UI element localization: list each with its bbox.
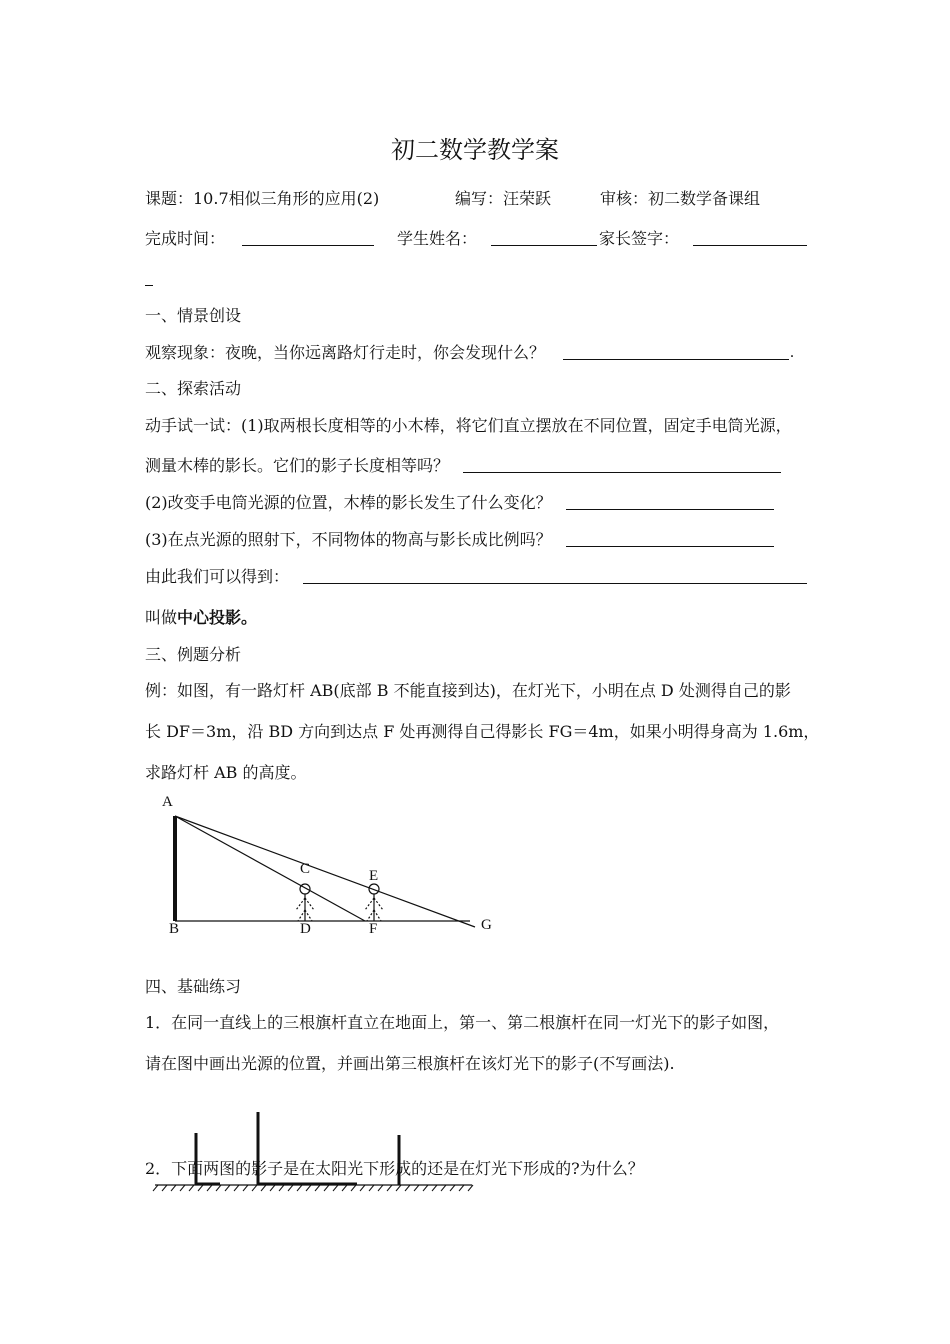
lesson-author: 编写：汪荣跃 <box>455 189 552 208</box>
activity-q1-line2: 测量木棒的影长。它们的影子长度相等吗？ <box>145 456 450 475</box>
example-line-2: 长 DF＝3m，沿 BD 方向到达点 F 处再测得自己得影长 FG＝4m，如果小明得身高为 1.6m， <box>145 722 820 741</box>
observe-period: . <box>790 344 794 361</box>
practice-1-line1: 1．在同一直线上的三根旗杆直立在地面上，第一、第二根旗杆在同一灯光下的影子如图， <box>145 1013 780 1032</box>
label-D: D <box>300 921 311 937</box>
light-ray-AG <box>175 816 475 927</box>
ground-hatching <box>153 1185 473 1191</box>
central-projection-term: 中心投影。 <box>177 608 258 627</box>
label-F: F <box>369 921 378 937</box>
parent-sign-label: 家长签字： <box>599 229 680 248</box>
observe-question: 观察现象：夜晚，当你远离路灯行走时，你会发现什么？ <box>145 343 546 362</box>
section-1-heading: 一、情景创设 <box>145 306 242 325</box>
lesson-reviewer: 审核：初二数学备课组 <box>600 189 761 208</box>
person-at-D <box>296 884 314 921</box>
section-3-heading: 三、例题分析 <box>145 645 242 664</box>
label-G: G <box>481 917 492 933</box>
activity-q1-line1: 动手试一试：(1)取两根长度相等的小木棒，将它们直立摆放在不同位置，固定手电筒光源， <box>145 416 792 435</box>
label-B: B <box>169 921 180 937</box>
completion-time-label: 完成时间： <box>145 229 226 248</box>
practice-1-line2: 请在图中画出光源的位置，并画出第三根旗杆在该灯光下的影子(不写画法). <box>145 1054 675 1073</box>
light-ray-AF <box>175 816 365 921</box>
section-2-heading: 二、探索活动 <box>145 379 242 398</box>
section-4-heading: 四、基础练习 <box>145 977 242 996</box>
student-name-label: 学生姓名： <box>397 229 478 248</box>
lesson-topic: 课题：10.7相似三角形的应用(2) <box>145 189 380 208</box>
practice-2: 2．下面两图的影子是在太阳光下形成的还是在灯光下形成的?为什么？ <box>145 1159 644 1178</box>
activity-q3: (3)在点光源的照射下，不同物体的物高与影长成比例吗？ <box>145 530 552 549</box>
label-E: E <box>369 868 379 884</box>
conclusion-prompt: 由此我们可以得到： <box>145 567 290 586</box>
called-text: 叫做 <box>145 608 178 627</box>
label-A: A <box>162 794 173 810</box>
label-C: C <box>300 861 311 877</box>
flagpole-figure <box>153 1112 473 1191</box>
page-title: 初二数学教学案 <box>391 136 559 164</box>
example-line-1: 例：如图，有一路灯杆 AB(底部 B 不能直接到达)，在灯光下，小明在点 D 处测得自己的影 <box>145 681 791 700</box>
example-line-3: 求路灯杆 AB 的高度。 <box>145 763 307 782</box>
activity-q2: (2)改变手电筒光源的位置，木棒的影长发生了什么变化？ <box>145 493 552 512</box>
